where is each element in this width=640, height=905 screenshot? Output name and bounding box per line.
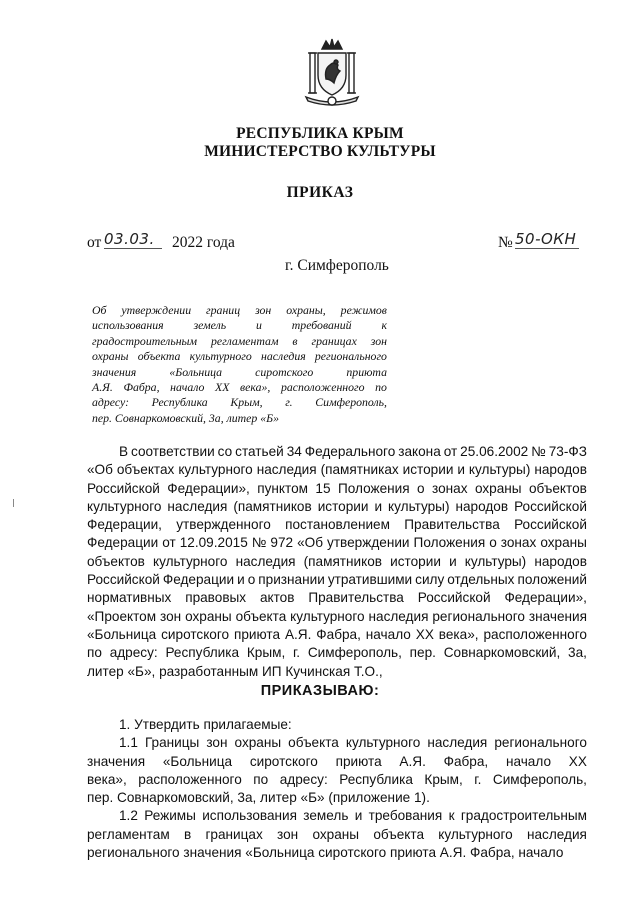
preamble-line: «Проектом зон охраны объекта культурного наследия регионального значения [87,608,587,624]
subject-line: охраны объекта культурного наследия регионального [92,349,387,364]
preamble-line: В соответствии со статьей 34 Федерального закона от 25.06.2002 № 73-ФЗ [119,444,587,459]
item-1-1-line: века», расположенного по адресу: Республика Крым, г. Симферополь, [87,771,587,787]
header-republic: РЕСПУБЛИКА КРЫМ [236,125,404,142]
preamble-line: Российской Федерации и о признании утратившими силу отдельных положений [87,572,587,588]
crimea-coat-of-arms-icon [296,35,368,107]
preamble-line: Федерации от 12.09.2015 № 972 «Об утверждении Положения о зонах охраны [87,535,587,551]
item-1-2-line: регионального значения «Больница сиротского приюта А.Я. Фабра, начало [87,845,564,861]
date-year: 2022 года [172,234,235,251]
preamble-line: Российской Федерации», пунктом 15 Положения о зонах охраны объектов [87,480,587,496]
item-1-1-line: 1.1 Границы зон охраны объекта культурного наследия регионального [119,735,587,751]
preamble-line: по адресу: Республика Крым, г. Симферополь, пер. Совнаркомовский, 3а, [87,645,587,661]
item-1-2-line: 1.2 Режимы использования земель и требования к градостроительным [119,808,587,824]
subject-line: значения «Больница сиротского приюта [92,364,387,379]
item-1-1-line: пер. Совнаркомовский, 3а, литер «Б» (приложение 1). [87,790,430,806]
handwritten-number: 50-ОКН [515,230,579,249]
item-1-1-line: значения «Больница сиротского приюта А.Я. Фабра, начало XX [87,753,587,769]
scan-margin-mark [13,499,14,507]
orders-heading: ПРИКАЗЫВАЮ: [260,683,380,699]
handwritten-date: 03.03. [104,230,162,249]
order-subject [92,303,387,426]
subject-line: использования земель и требований к [92,318,387,333]
preamble-paragraph [87,443,587,681]
order-items [87,716,587,862]
item-1-2-line: регламентам в границах зон охраны объекта культурного наследия [87,826,587,842]
preamble-line: «Об объектах культурного наследия (памятниках истории и культуры) народов [87,462,587,478]
city: г. Симферополь [285,257,389,274]
document-type-title: ПРИКАЗ [286,184,354,201]
preamble-line: Федерации, утвержденного постановлением Правительства Российской [87,517,587,533]
header-ministry: МИНИСТЕРСТВО КУЛЬТУРЫ [204,143,436,160]
date-prefix: от [87,234,102,251]
subject-line: адресу: Республика Крым, г. Симферополь, [92,395,387,410]
preamble-line: литер «Б», разработанным ИП Кучинская Т.О., [87,663,383,679]
item-1-line: 1. Утвердить прилагаемые: [119,717,292,732]
subject-line: А.Я. Фабра, начало XX века», расположенного по [92,380,387,395]
subject-line: пер. Совнаркомовский, 3а, литер «Б» [92,410,280,425]
subject-line: градостроительным регламентам в границах зон [92,333,387,348]
number-prefix: № [498,234,513,251]
subject-line: Об утверждении границ зон охраны, режимов [92,303,387,317]
preamble-line: «Больница сиротского приюта А.Я. Фабра, начало XX века», расположенного [87,626,587,642]
preamble-line: объектов культурного наследия (памятников истории и культуры) народов [87,553,587,569]
preamble-line: нормативных правовых актов Правительства Российской Федерации», [87,590,587,606]
preamble-line: культурного наследия (памятников истории и культуры) народов Российской [87,498,587,514]
